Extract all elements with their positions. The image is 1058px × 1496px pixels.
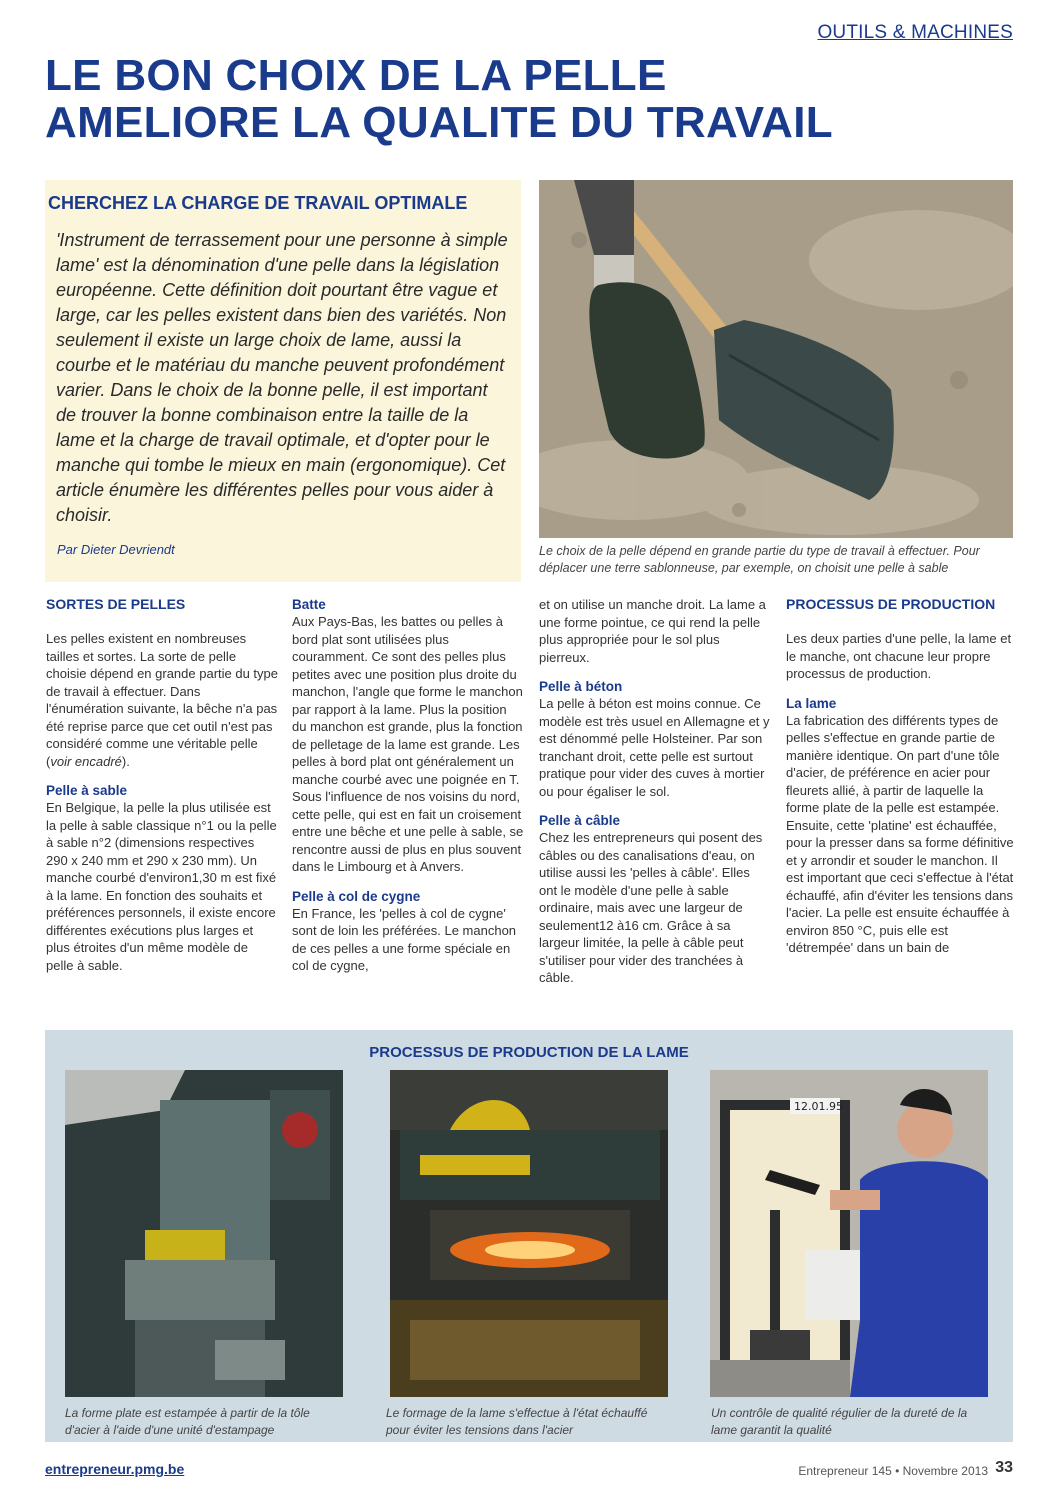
column-4 [786,596,1018,957]
photo-hot-forming [390,1070,668,1397]
paragraph-pelle-a-sable: En Belgique, la pelle la plus utilisée est la pelle à sable classique n°1 ou la pelle à sable n°2 (dimensions respectives 290 x 240 mm et 290 x 230 mm). Un manche courbé d'environ1,30 m est fixé à la lame. En fonction des souhaits et préférences personnels, il existe encore différentes exécutions plus larges et plus étroites d'un même modèle de pelle à sable. [46,800,277,973]
machine-display-label: 12.01.95 [794,1100,843,1113]
intro-heading: CHERCHEZ LA CHARGE DE TRAVAIL OPTIMALE [48,193,468,213]
heading-sortes-de-pelles: SORTES DE PELLES [46,596,186,612]
paragraph-sortes [46,630,278,770]
heading-pelle-a-beton: Pelle à béton [539,679,623,694]
heading-pelle-a-sable: Pelle à sable [46,783,128,798]
intro-text: 'Instrument de terrassement pour une personne à simple lame' est la dénomination d'une pelle dans la législation européenne. Cette définition doit pourtant être vague et large, car les pelles existent dans bien des variétés. Non seulement il existe un large choix de lame, aussi la courbe et le matériau du manche peuvent profondément varier. Dans le choix de la bonne pelle, il est important de trouver la bonne combinaison entre la taille de la lame et la charge de travail optimale, et d'opter pour le manche qui tombe le mieux en main (ergonomique). Cet article énumère les différentes pelles pour vous aider à choisir. [56,230,508,525]
shovel-in-sand-illustration [539,180,1013,538]
caption-quality-control: Un contrôle de qualité régulier de la dureté de la lame garantit la qualité [711,1406,968,1437]
column-3 [539,596,771,987]
paragraph-col-de-cygne-cont: et on utilise un manche droit. La lame a une forme pointue, ce qui rend la pelle plus appropriée pour le sol plus pierreux. [539,597,766,665]
footer-issue-info: Entrepreneur 145 • Novembre 2013 [798,1464,988,1478]
page-number: 33 [995,1459,1013,1476]
hero-photo [539,180,1013,538]
heading-batte: Batte [292,597,326,612]
paragraph-text: Les pelles existent en nombreuses tailles et sortes. La sorte de pelle choisie dépend en grande partie du type de travail à effectuer. Dans l'énumération suivante, la bêche n'a pas été reprise parce que cet outil n'est pas considéré comme une véritable pelle ( [46,631,279,769]
hero-caption: Le choix de la pelle dépend en grande partie du type de travail à effectuer. Pour déplacer une terre sablonneuse, par exemple, on choisit une pelle à sable [539,544,980,575]
page-title-line-2: AMELIORE LA QUALITE DU TRAVAIL [45,98,833,147]
paragraph-batte: Aux Pays-Bas, les battes ou pelles à bord plat sont utilisées plus couramment. Ce sont des pelles plus petites avec une position plus droite du manchon, l'angle que forme le manchon par rapport à la lame. Plus la position du manchon est grande, plus la fonction de pelletage de la lame est grande. Les pelles à bord plat ont généralement un manche courbé avec une poignée en T. Sous l'influence de nos voisins du nord, cette pelle, qui est en fait un croisement entre une bêche et une pelle à sable, se rencontre aussi de plus en plus souvent dans le Limbourg et à Anvers. [292,614,524,874]
footer-website-link[interactable]: entrepreneur.pmg.be [45,1461,185,1477]
section-label: OUTILS & MACHINES [817,22,1013,43]
column-1 [46,596,278,974]
paragraph-processus-intro: Les deux parties d'une pelle, la lame et le manche, ont chacune leur propre processus de production. [786,631,1012,681]
paragraph-pelle-a-cable: Chez les entrepreneurs qui posent des câbles ou des canalisations d'eau, on utilise aussi les 'pelles à câble'. Elles ont le modèle d'une pelle à sable ordinaire, mais avec une largeur de seulement12 à16 cm. Grâce à sa largeur limitée, la pelle à câble peut s'utiliser pour vider des tranchées à câble. [539,830,763,985]
paragraph-pelle-a-beton: La pelle à béton est moins connue. Ce modèle est très usuel en Allemagne et y est dénommé pelle Holsteiner. Par son tranchant droit, cette pelle est surtout pratique pour vider des cuves à mortier ou pour égaliser le sol. [539,696,770,799]
paragraph-emphasis: voir encadré [50,753,122,769]
photo-stamping-machine [65,1070,343,1397]
page-title [45,52,1005,146]
caption-hot-forming: Le formage de la lame s'effectue à l'état échauffé pour éviter les tensions dans l'acier [386,1406,648,1437]
hot-forming-illustration [390,1070,668,1397]
paragraph-text: ). [121,753,130,769]
page-title-line-1: LE BON CHOIX DE LA PELLE [45,51,667,100]
heading-pelle-a-cable: Pelle à câble [539,813,621,828]
process-title: PROCESSUS DE PRODUCTION DE LA LAME [369,1044,689,1061]
column-2 [292,596,524,975]
stamping-machine-illustration [65,1070,343,1397]
heading-processus-de-production: PROCESSUS DE PRODUCTION [786,596,996,612]
byline: Par Dieter Devriendt [57,542,175,557]
paragraph-la-lame: La fabrication des différents types de pelles s'effectue en grande partie de manière identique. On part d'une tôle d'acier, de préférence en acier pour fleurets allié, à partir de laquelle la forme plate de la pelle est estampée. Ensuite, cette 'platine' est échauffée, pour la presser dans sa forme définitive et y arrondir et souder le manchon. Il est important que ceci s'effectue à l'état échauffé, afin d'éviter les tensions dans l'acier. La pelle est ensuite échauffée à environ 850 °C, puis elle est 'détrempée' dans un bain de [786,712,1014,955]
quality-control-illustration [710,1070,988,1397]
caption-stamping: La forme plate est estampée à partir de la tôle d'acier à l'aide d'une unité d'estampage [65,1406,310,1437]
heading-la-lame: La lame [786,695,837,711]
heading-pelle-col-de-cygne: Pelle à col de cygne [292,888,421,904]
paragraph-pelle-col-de-cygne: En France, les 'pelles à col de cygne' sont de loin les préférées. Le manchon de ces pelles a une forme spéciale en col de cygne, [292,905,517,973]
photo-quality-control [710,1070,988,1397]
